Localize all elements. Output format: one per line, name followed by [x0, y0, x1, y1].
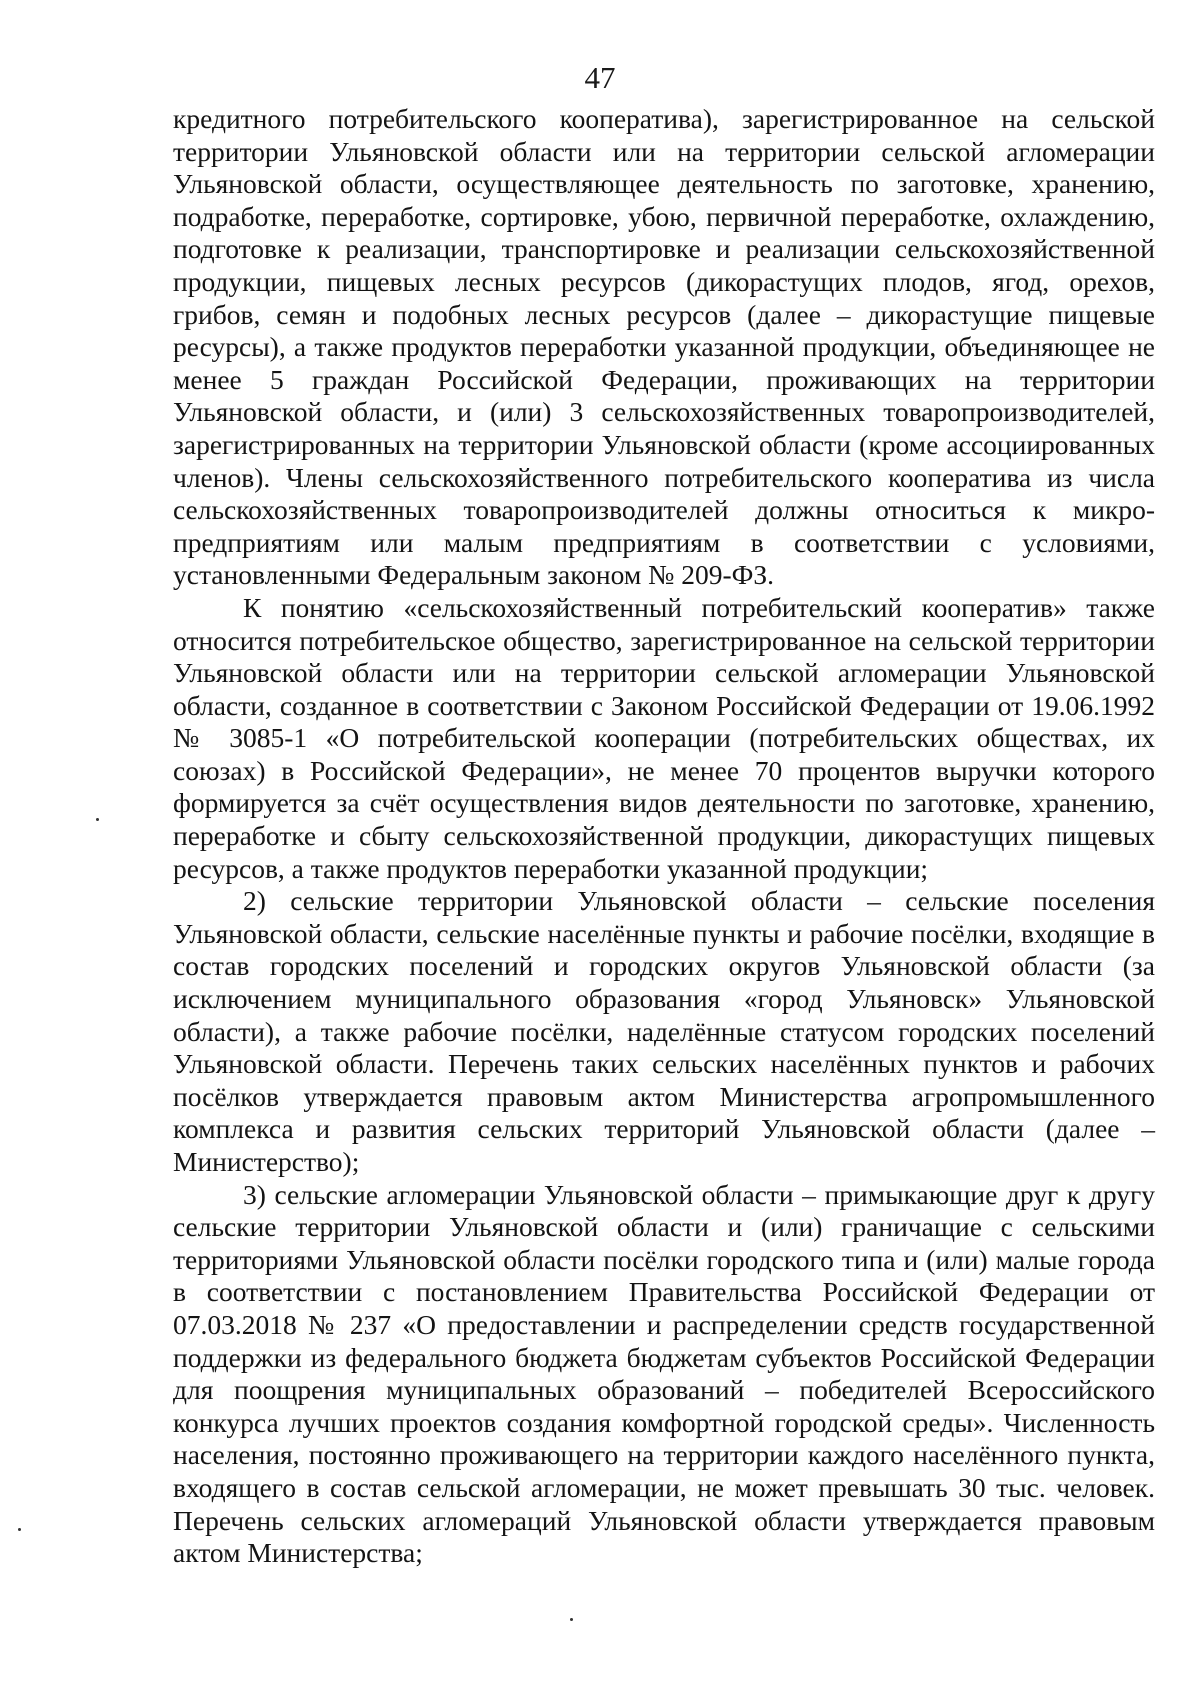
paragraph-rural-territories: 2) сельские территории Ульяновской области – сельские поселения Ульяновской области, сельские населённые пункты и рабочие посёлки, входящие в состав городских поселений и городских округов Ульяновской области (за исключением муниципального образования «город Ульяновск» Ульяновской области), а также рабочие посёлки, наделённые статусом городских поселений Ульяновской области. Перечень таких сельских населённых пунктов и рабочих посёлков утверждается правовым актом Министерства агропромышленного комплекса и развития сельских территорий Ульяновской области (далее – Министерство);: [173, 885, 1155, 1177]
scan-speck: [96, 818, 99, 821]
paragraph-consumer-society: К понятию «сельскохозяйственный потребительский кооператив» также относится потребительское общество, зарегистрированное на сельской территории Ульяновской области или на территории сельской агломерации Ульяновской области, созданное в соответствии с Законом Российской Федерации от 19.06.1992 № 3085-1 «О потребительской кооперации (потребительских обществах, их союзах) в Российской Федерации», не менее 70 процентов выручки которого формируется за счёт осуществления видов деятельности по заготовке, хранению, переработке и сбыту сельскохозяйственной продукции, дикорастущих пищевых ресурсов, а также продуктов переработки указанной продукции;: [173, 591, 1155, 884]
page-number: 47: [584, 60, 616, 95]
document-body: [173, 103, 1155, 1570]
paragraph-cooperative-definition: кредитного потребительского кооператива), зарегистрированное на сельской территории Ульяновской области или на территории сельской агломерации Ульяновской области, осуществляющее деятельность по заготовке, хранению, подработке, переработке, сортировке, убою, первичной переработке, охлаждению, подготовке к реализации, транспортировке и реализации сельскохозяйственной продукции, пищевых лесных ресурсов (дикорастущих плодов, ягод, орехов, грибов, семян и подобных лесных ресурсов (далее – дикорастущие пищевые ресурсы), а также продуктов переработки указанной продукции, объединяющее не менее 5 граждан Российской Федерации, проживающих на территории Ульяновской области, и (или) 3 сельскохозяйственных товаропроизводителей, зарегистрированных на территории Ульяновской области (кроме ассоциированных членов). Члены сельскохозяйственного потребительского кооператива из числа сельскохозяйственных товаропроизводителей должны относиться к микро-предприятиям или малым предприятиям в соответствии с условиями, установленными Федеральным законом № 209-ФЗ.: [173, 103, 1155, 591]
paragraph-rural-agglomerations: 3) сельские агломерации Ульяновской области – примыкающие друг к другу сельские территории Ульяновской области и (или) граничащие с сельскими территориями Ульяновской области посёлки городского типа и (или) малые города в соответствии с постановлением Правительства Российской Федерации от 07.03.2018 № 237 «О предоставлении и распределении средств государственной поддержки из федерального бюджета бюджетам субъектов Российской Федерации для поощрения муниципальных образований – победителей Всероссийского конкурса лучших проектов создания комфортной городской среды». Численность населения, постоянно проживающего на территории каждого населённого пункта, входящего в состав сельской агломерации, не может превышать 30 тыс. человек. Перечень сельских агломераций Ульяновской области утверждается правовым актом Министерства;: [173, 1178, 1155, 1569]
scan-speck: [570, 1618, 573, 1621]
scan-speck: [18, 1528, 21, 1531]
